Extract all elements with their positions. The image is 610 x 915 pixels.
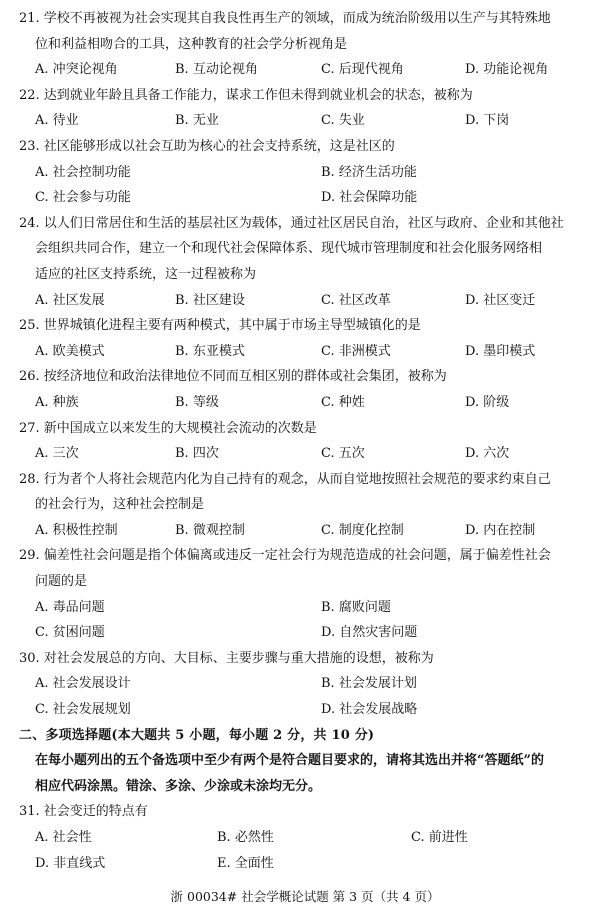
option-b: B. 经济生活功能	[321, 164, 417, 180]
option-b: B. 等级	[175, 394, 219, 410]
option-c: C. 社会发展规划	[35, 702, 131, 718]
option-c: C. 制度化控制	[321, 522, 404, 538]
option-a: A. 冲突论视角	[35, 62, 118, 78]
option-a: A. 欧美模式	[35, 343, 105, 359]
option-b: B. 必然性	[217, 830, 274, 845]
option-d: D. 阶级	[465, 394, 510, 410]
options-row	[19, 697, 599, 723]
option-a: A. 社会性	[35, 830, 92, 845]
options-row	[19, 825, 599, 851]
question-text-line: 22. 达到就业年龄且具备工作能力，谋求工作但未得到就业机会的状态，被称为	[19, 87, 473, 103]
options-row	[19, 851, 599, 877]
section-instructions-line: 在每小题列出的五个备选项中至少有两个是符合题目要求的，请将其选出并将“答题纸”的	[35, 753, 544, 769]
option-c: C. 五次	[321, 446, 365, 462]
options-row	[19, 671, 599, 697]
option-c: C. 贫困问题	[35, 625, 105, 641]
option-d: D. 社区变迁	[465, 292, 536, 308]
option-d: D. 非直线式	[35, 855, 106, 871]
question-text-line: 24. 以人们日常居住和生活的基层社区为载体，通过社区居民自治，社区与政府、企业和其他社	[19, 215, 564, 231]
options-row	[19, 390, 599, 416]
option-c: C. 社会参与功能	[35, 190, 131, 206]
question-text-line: 25. 世界城镇化进程主要有两种模式，其中属于市场主导型城镇化的是	[19, 318, 421, 334]
option-c: C. 后现代视角	[321, 62, 404, 78]
option-b: B. 互动论视角	[175, 62, 258, 78]
option-d: D. 墨印模式	[465, 343, 536, 359]
question-text-line: 29. 偏差性社会问题是指个体偏离或违反一定社会行为规范造成的社会问题，属于偏差性社会	[19, 548, 551, 564]
option-a: A. 社会控制功能	[35, 164, 131, 180]
option-b: B. 社会发展计划	[321, 676, 417, 692]
question-text-line: 30. 对社会发展总的方向、大目标、主要步骤与重大措施的设想，被称为	[19, 650, 434, 666]
option-d: D. 内在控制	[465, 522, 536, 538]
section-instructions-line: 相应代码涂黑。错涂、多涂、少涂或未涂均无分。	[35, 778, 322, 794]
section-title: 二、多项选择题(本大题共 5 小题，每小题 2 分，共 10 分)	[19, 727, 375, 743]
option-a: A. 积极性控制	[35, 522, 118, 538]
option-c: C. 前进性	[411, 830, 468, 845]
question-text-line: 会组织共同合作，建立一个和现代社会保障体系、现代城市管理制度和社会化服务网络相	[35, 241, 543, 257]
option-a: A. 毒品问题	[35, 599, 105, 615]
option-c: C. 社区改革	[321, 292, 391, 308]
option-e: E. 全面性	[217, 855, 274, 871]
question-text-line: 21. 学校不再被视为社会实现其自我良性再生产的领域，而成为统治阶级用以生产与其特殊地	[19, 11, 551, 26]
options-row	[19, 185, 599, 211]
options-row	[19, 595, 599, 621]
question-text-line: 31. 社会变迁的特点有	[19, 804, 148, 820]
option-d: D. 功能论视角	[465, 62, 549, 78]
options-row	[19, 441, 599, 467]
option-a: A. 待业	[35, 113, 79, 129]
page-footer: 浙 00034# 社会学概论试题 第 3 页（共 4 页）	[170, 889, 440, 904]
question-text-line: 位和利益相吻合的工具，这种教育的社会学分析视角是	[35, 36, 348, 52]
options-row	[19, 518, 599, 544]
option-d: D. 社会发展战略	[321, 702, 418, 718]
option-c: C. 种姓	[321, 394, 365, 410]
option-a: A. 社会发展设计	[35, 676, 131, 692]
question-text-line: 适应的社区支持系统，这一过程被称为	[35, 266, 257, 282]
options-row	[19, 339, 599, 365]
question-text-line: 23. 社区能够形成以社会互助为核心的社会支持系统，这是社区的	[19, 138, 395, 154]
option-d: D. 自然灾害问题	[321, 625, 418, 641]
option-b: B. 微观控制	[175, 522, 245, 538]
question-text-line: 27. 新中国成立以来发生的大规模社会流动的次数是	[19, 420, 317, 436]
options-row	[19, 620, 599, 646]
option-c: C. 非洲模式	[321, 343, 391, 359]
option-b: B. 东亚模式	[175, 343, 245, 359]
option-d: D. 下岗	[465, 113, 510, 129]
question-text-line: 26. 按经济地位和政治法律地位不同而互相区别的群体或社会集团，被称为	[19, 369, 447, 385]
option-a: A. 三次	[35, 446, 79, 462]
option-c: C. 失业	[321, 113, 365, 129]
option-b: B. 社区建设	[175, 292, 245, 308]
options-row	[19, 160, 599, 186]
options-row	[19, 288, 599, 314]
option-d: D. 六次	[465, 446, 510, 462]
question-text-line: 28. 行为者个人将社会规范内化为自己持有的观念，从而自觉地按照社会规范的要求约束自己	[19, 471, 551, 487]
option-b: B. 无业	[175, 113, 219, 129]
option-b: B. 腐败问题	[321, 599, 391, 615]
options-row	[19, 108, 599, 134]
exam-content	[19, 6, 599, 876]
option-a: A. 社区发展	[35, 292, 105, 308]
option-b: B. 四次	[175, 446, 219, 462]
question-text-line: 问题的是	[35, 574, 88, 590]
options-row	[19, 57, 599, 83]
question-text-line: 的社会行为，这种社会控制是	[35, 497, 205, 513]
option-d: D. 社会保障功能	[321, 190, 418, 206]
option-a: A. 种族	[35, 394, 79, 410]
